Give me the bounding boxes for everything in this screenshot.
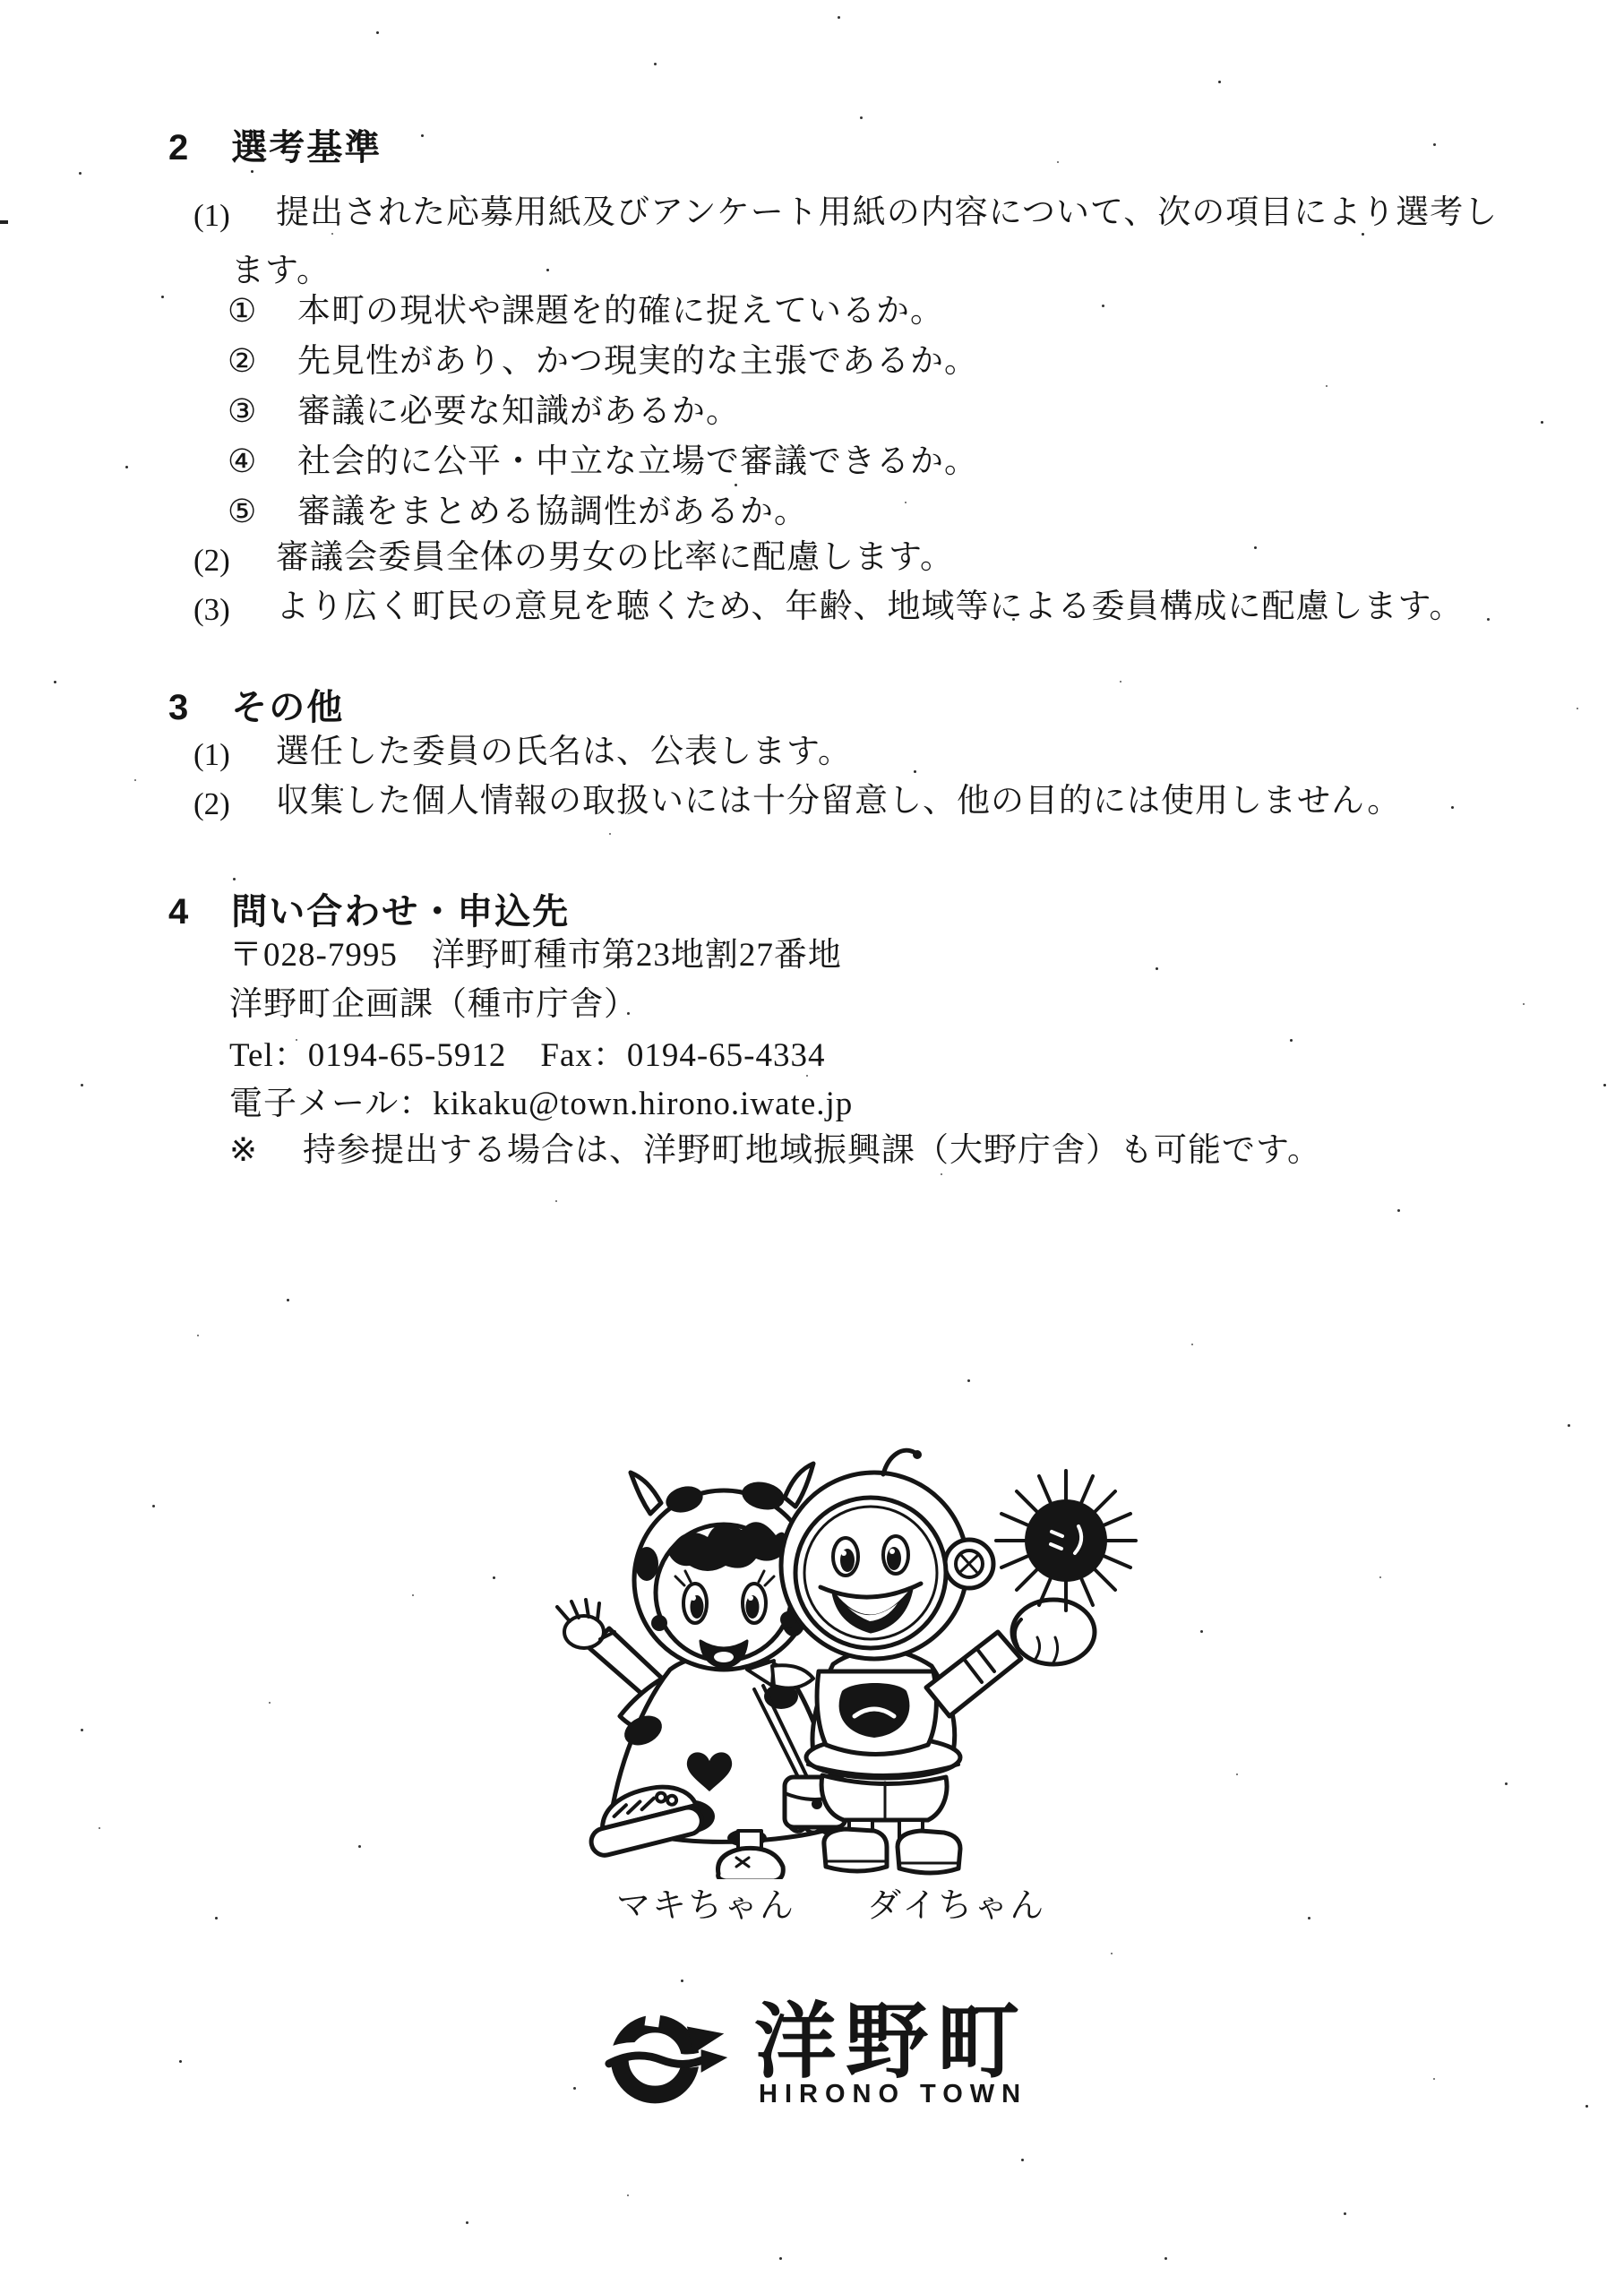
item-text-line: 収集した個人情報の取扱いには十分留意し、他の目的には使用しません。 [276,783,1402,820]
town-logo-name-en: HIRONO TOWN [759,2080,1028,2108]
section-2-title: 選考基準 [231,128,382,167]
item-label: (2) [193,543,230,578]
item-text-line: 審議会委員全体の男女の比率に配慮します。 [276,539,955,576]
subitem-marker: ⑤ [228,494,257,529]
section-4-number: 4 [168,892,191,932]
section-4-heading [168,892,570,932]
note-marker: ※ [229,1132,259,1169]
contact-tel-fax: Tel：0194-65-5912 Fax：0194-65-4334 [229,1037,826,1074]
hirono-town-logo-mark [602,2006,743,2112]
section-2-heading [168,128,382,167]
contact-postal-address: 〒028-7995 洋野町種市第23地割27番地 [229,937,842,974]
item-label: (2) [193,786,230,821]
town-logo-name: 洋野町 [754,1997,1029,2088]
mascot-caption-maki: マキちゃん [616,1887,796,1925]
subitem-text: 審議をまとめる協調性があるか。 [297,494,808,530]
scan-noise-dots-small [0,0,2,2]
contact-office: 洋野町企画課（種市庁舎） [229,986,638,1023]
sea-urchin-icon [996,1471,1136,1610]
item-label: (3) [193,592,230,627]
subitem-marker: ③ [228,393,257,429]
section-2-number: 2 [168,128,191,167]
mascots-illustration [484,1431,1200,1879]
item-text-line: 提出された応募用紙及びアンケート用紙の内容について、次の項目により選考し [276,194,1499,231]
item-text-line: ます。 [231,253,331,289]
subitem-marker: ① [228,293,257,329]
scan-edge-artifact [0,220,8,224]
subitem-text: 審議に必要な知識があるか。 [297,393,740,430]
item-text-line: 選任した委員の氏名は、公表します。 [276,734,853,770]
section-3-heading [168,688,344,727]
item-label: (1) [193,198,230,233]
subitem-text: 本町の現状や課題を的確に捉えているか。 [297,293,944,330]
subitem-text: 先見性があり、かつ現実的な主張であるか。 [297,343,978,380]
section-3-number: 3 [168,688,191,727]
note-text: 持参提出する場合は、洋野町地域振興課（大野庁舎）も可能です。 [303,1132,1322,1169]
contact-email: 電子メール：kikaku@town.hirono.iwate.jp [229,1086,854,1122]
mascot-caption-dai: ダイちゃん [867,1887,1046,1925]
section-3-title: その他 [231,688,345,727]
subitem-marker: ② [228,343,257,379]
item-text-line: より広く町民の意見を聴くため、年齢、地域等による委員構成に配慮します。 [276,588,1464,625]
subitem-text: 社会的に公平・中立な立場で審議できるか。 [297,443,978,480]
section-4-title: 問い合わせ・申込先 [231,892,571,932]
subitem-marker: ④ [228,443,257,479]
item-label: (1) [193,737,230,772]
